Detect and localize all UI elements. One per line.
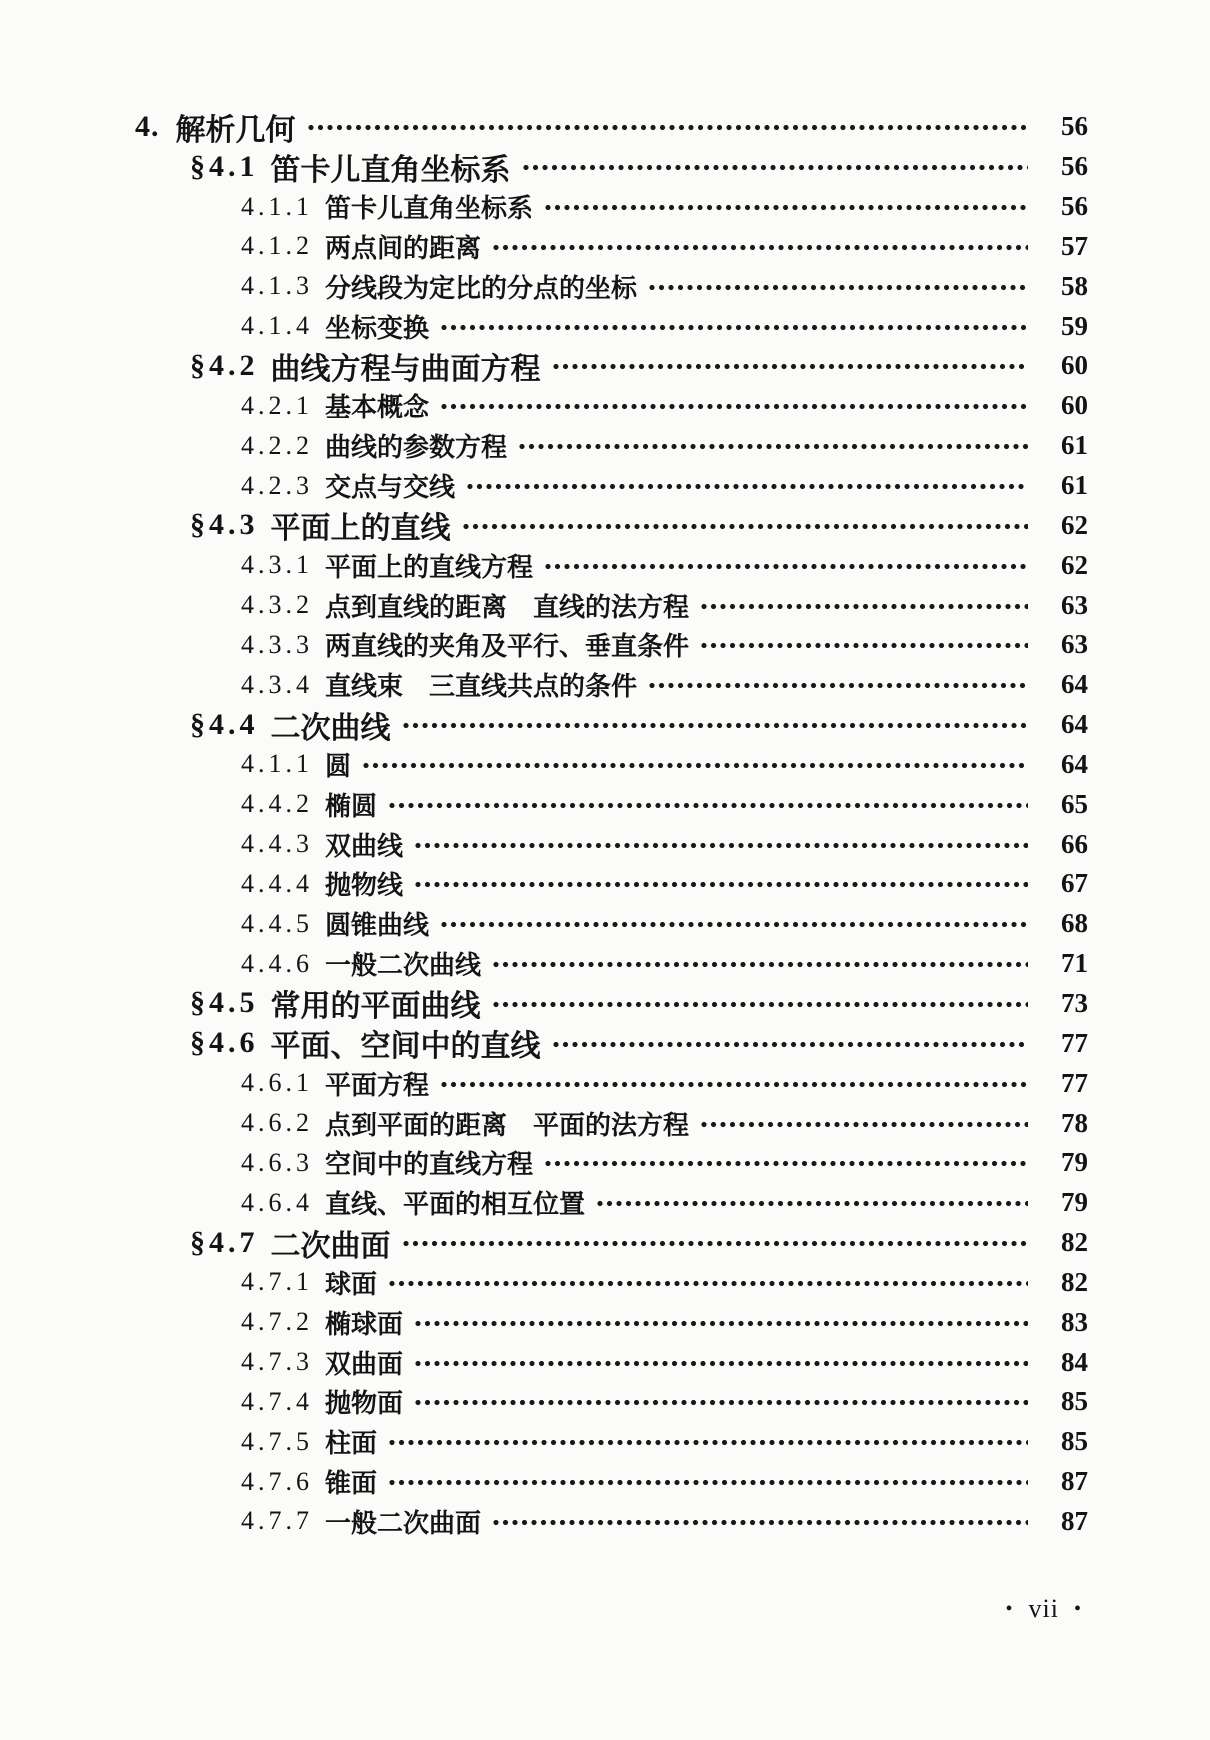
toc-entry-row <box>135 1462 1088 1502</box>
dot-leader <box>523 164 1029 171</box>
entry-page-number: 66 <box>1061 828 1088 859</box>
entry-title: 椭圆 <box>325 791 378 822</box>
toc-entry-row <box>135 824 1088 864</box>
entry-title: 圆 <box>325 751 352 782</box>
dot-leader <box>389 1479 1028 1486</box>
dot-leader <box>553 1041 1029 1048</box>
toc-entry-row <box>135 665 1088 705</box>
toc-entry-row <box>135 545 1088 585</box>
entry-number: 4.7.5 <box>241 1426 313 1456</box>
toc-entry-row <box>135 426 1088 466</box>
entry-title: 一般二次曲面 <box>325 1508 482 1539</box>
dot-leader <box>441 324 1028 331</box>
entry-page-number: 83 <box>1061 1306 1088 1337</box>
dot-leader <box>545 204 1028 211</box>
dot-leader <box>415 881 1028 888</box>
entry-number: 4.4.2 <box>241 789 313 819</box>
entry-title: 交点与交线 <box>325 473 456 504</box>
entry-title: 基本概念 <box>325 393 430 424</box>
entry-page-number: 78 <box>1061 1107 1088 1138</box>
toc-entry-row <box>135 1143 1088 1183</box>
entry-title: 分线段为定比的分点的坐标 <box>325 273 638 304</box>
entry-page-number: 56 <box>1061 191 1088 222</box>
dot-leader <box>441 403 1028 410</box>
dot-leader <box>493 244 1028 251</box>
entry-title: 空间中的直线方程 <box>325 1150 534 1181</box>
footer-bullet-left: • <box>1005 1597 1014 1620</box>
toc-entry-row <box>135 1262 1088 1302</box>
toc-entry-row <box>135 1302 1088 1342</box>
dot-leader <box>389 802 1028 809</box>
entry-number: 4.7.1 <box>241 1267 313 1297</box>
entry-page-number: 64 <box>1061 709 1088 740</box>
entry-number: 4. <box>135 109 160 143</box>
dot-leader <box>415 1360 1028 1367</box>
entry-page-number: 56 <box>1061 111 1088 142</box>
dot-leader <box>463 523 1029 530</box>
entry-page-number: 57 <box>1061 230 1088 261</box>
toc-entry-row <box>135 784 1088 824</box>
toc-entry-row <box>135 147 1088 187</box>
entry-page-number: 63 <box>1061 589 1088 620</box>
entry-page-number: 85 <box>1061 1426 1088 1457</box>
entry-title: 一般二次曲线 <box>325 951 482 982</box>
entry-title: 椭球面 <box>325 1309 404 1340</box>
toc-entry-row <box>135 944 1088 984</box>
entry-number: 4.1.3 <box>241 271 313 301</box>
entry-number: 4.3.3 <box>241 629 313 659</box>
entry-title: 平面上的直线方程 <box>325 552 534 583</box>
entry-page-number: 64 <box>1061 748 1088 779</box>
entry-number: 4.1.1 <box>241 749 313 779</box>
toc-entry-row <box>135 107 1088 147</box>
dot-leader <box>493 961 1028 968</box>
entry-number: 4.4.5 <box>241 908 313 938</box>
entry-page-number: 77 <box>1061 1027 1088 1058</box>
dot-leader <box>441 1081 1028 1088</box>
entry-number: §4.1 <box>190 149 259 183</box>
page-footer <box>1006 1594 1082 1624</box>
entry-page-number: 68 <box>1061 908 1088 939</box>
toc-entry-row <box>135 346 1088 386</box>
footer-page-number: vii <box>1028 1594 1059 1623</box>
dot-leader <box>415 1399 1028 1406</box>
toc-entry-row <box>135 306 1088 346</box>
dot-leader <box>363 762 1028 769</box>
toc-entry-row <box>135 227 1088 267</box>
entry-title: 曲线方程与曲面方程 <box>270 351 541 387</box>
dot-leader <box>701 603 1028 610</box>
entry-title: 两点间的距离 <box>325 233 482 264</box>
dot-leader <box>493 1519 1028 1526</box>
toc-entry-row <box>135 466 1088 506</box>
entry-title: 双曲面 <box>325 1349 404 1380</box>
dot-leader <box>701 642 1028 649</box>
entry-title: 解析几何 <box>175 112 296 148</box>
entry-page-number: 65 <box>1061 788 1088 819</box>
entry-title: 坐标变换 <box>325 313 430 344</box>
toc-entry-row <box>135 1382 1088 1422</box>
entry-number: 4.7.2 <box>241 1307 313 1337</box>
entry-page-number: 56 <box>1061 151 1088 182</box>
entry-number: 4.1.2 <box>241 231 313 261</box>
entry-page-number: 58 <box>1061 270 1088 301</box>
toc-entry-row <box>135 1502 1088 1542</box>
dot-leader <box>389 1439 1028 1446</box>
entry-title: 球面 <box>325 1269 378 1300</box>
entry-number: §4.2 <box>190 348 259 382</box>
entry-number: §4.4 <box>190 707 259 741</box>
entry-title: 平面上的直线 <box>270 511 451 547</box>
toc-entry-row <box>135 187 1088 227</box>
entry-page-number: 62 <box>1061 509 1088 540</box>
entry-page-number: 77 <box>1061 1067 1088 1098</box>
entry-title: 抛物线 <box>325 871 404 902</box>
entry-page-number: 64 <box>1061 669 1088 700</box>
entry-title: 平面方程 <box>325 1070 430 1101</box>
entry-title: 笛卡儿直角坐标系 <box>270 152 511 188</box>
dot-leader <box>403 1240 1029 1247</box>
toc-entry-row <box>135 745 1088 785</box>
toc-entry-row <box>135 505 1088 545</box>
entry-number: 4.6.4 <box>241 1187 313 1217</box>
entry-number: 4.4.6 <box>241 948 313 978</box>
toc-entry-row <box>135 1183 1088 1223</box>
entry-title: 双曲线 <box>325 831 404 862</box>
entry-number: 4.7.3 <box>241 1347 313 1377</box>
entry-page-number: 61 <box>1061 470 1088 501</box>
entry-title: 直线、平面的相互位置 <box>325 1190 586 1221</box>
dot-leader <box>649 284 1028 291</box>
toc-entry-row <box>135 266 1088 306</box>
dot-leader <box>493 1001 1029 1008</box>
entry-title: 点到平面的距离 平面的法方程 <box>325 1110 690 1141</box>
entry-number: §4.5 <box>190 986 259 1020</box>
entry-page-number: 82 <box>1061 1266 1088 1297</box>
entry-number: 4.2.2 <box>241 430 313 460</box>
toc-entry-row <box>135 1342 1088 1382</box>
dot-leader <box>441 921 1028 928</box>
entry-title: 两直线的夹角及平行、垂直条件 <box>325 632 690 663</box>
entry-title: 二次曲线 <box>270 710 391 746</box>
entry-page-number: 60 <box>1061 350 1088 381</box>
entry-number: 4.7.7 <box>241 1506 313 1536</box>
toc-entry-row <box>135 625 1088 665</box>
entry-number: §4.3 <box>190 508 259 542</box>
dot-leader <box>545 563 1028 570</box>
entry-number: 4.2.1 <box>241 390 313 420</box>
dot-leader <box>649 682 1028 689</box>
entry-page-number: 87 <box>1061 1466 1088 1497</box>
entry-title: 圆锥曲线 <box>325 911 430 942</box>
entry-title: 抛物面 <box>325 1389 404 1420</box>
toc-entry-row <box>135 1223 1088 1263</box>
entry-number: 4.7.4 <box>241 1386 313 1416</box>
dot-leader <box>415 842 1028 849</box>
entry-page-number: 82 <box>1061 1227 1088 1258</box>
entry-number: 4.2.3 <box>241 470 313 500</box>
toc-entry-row <box>135 984 1088 1024</box>
entry-number: 4.4.4 <box>241 868 313 898</box>
toc-list <box>0 107 1210 1541</box>
entry-title: 锥面 <box>325 1469 378 1500</box>
entry-number: 4.3.1 <box>241 550 313 580</box>
entry-number: 4.6.1 <box>241 1068 313 1098</box>
dot-leader <box>308 124 1029 131</box>
entry-page-number: 60 <box>1061 390 1088 421</box>
footer-bullet-right: • <box>1073 1597 1082 1620</box>
entry-title: 柱面 <box>325 1429 378 1460</box>
entry-number: 4.1.4 <box>241 311 313 341</box>
dot-leader <box>403 722 1029 729</box>
entry-title: 点到直线的距离 直线的法方程 <box>325 592 690 623</box>
toc-entry-row <box>135 386 1088 426</box>
entry-page-number: 79 <box>1061 1147 1088 1178</box>
entry-number: 4.6.2 <box>241 1108 313 1138</box>
entry-page-number: 84 <box>1061 1346 1088 1377</box>
entry-number: 4.7.6 <box>241 1466 313 1496</box>
dot-leader <box>467 483 1028 490</box>
toc-entry-row <box>135 1103 1088 1143</box>
entry-title: 二次曲面 <box>270 1228 391 1264</box>
entry-page-number: 67 <box>1061 868 1088 899</box>
dot-leader <box>701 1121 1028 1128</box>
dot-leader <box>415 1320 1028 1327</box>
toc-entry-row <box>135 1422 1088 1462</box>
entry-title: 常用的平面曲线 <box>270 989 481 1025</box>
entry-title: 笛卡儿直角坐标系 <box>325 194 534 225</box>
entry-page-number: 73 <box>1061 987 1088 1018</box>
entry-page-number: 61 <box>1061 430 1088 461</box>
entry-title: 平面、空间中的直线 <box>270 1029 541 1065</box>
dot-leader <box>545 1160 1028 1167</box>
dot-leader <box>389 1280 1028 1287</box>
toc-entry-row <box>135 904 1088 944</box>
entry-number: 4.3.2 <box>241 590 313 620</box>
entry-page-number: 79 <box>1061 1187 1088 1218</box>
entry-page-number: 87 <box>1061 1505 1088 1536</box>
toc-entry-row <box>135 1063 1088 1103</box>
toc-entry-row <box>135 864 1088 904</box>
dot-leader <box>597 1200 1028 1207</box>
entry-page-number: 59 <box>1061 310 1088 341</box>
entry-number: 4.1.1 <box>241 191 313 221</box>
entry-number: §4.6 <box>190 1026 259 1060</box>
entry-page-number: 85 <box>1061 1386 1088 1417</box>
entry-page-number: 62 <box>1061 549 1088 580</box>
entry-number: 4.4.3 <box>241 829 313 859</box>
toc-entry-row <box>135 1023 1088 1063</box>
dot-leader <box>519 443 1028 450</box>
entry-title: 直线束 三直线共点的条件 <box>325 672 638 703</box>
toc-entry-row <box>135 705 1088 745</box>
dot-leader <box>553 363 1029 370</box>
entry-number: 4.3.4 <box>241 669 313 699</box>
entry-title: 曲线的参数方程 <box>325 433 508 464</box>
entry-page-number: 71 <box>1061 948 1088 979</box>
entry-page-number: 63 <box>1061 629 1088 660</box>
toc-entry-row <box>135 585 1088 625</box>
entry-number: 4.6.3 <box>241 1147 313 1177</box>
entry-number: §4.7 <box>190 1225 259 1259</box>
